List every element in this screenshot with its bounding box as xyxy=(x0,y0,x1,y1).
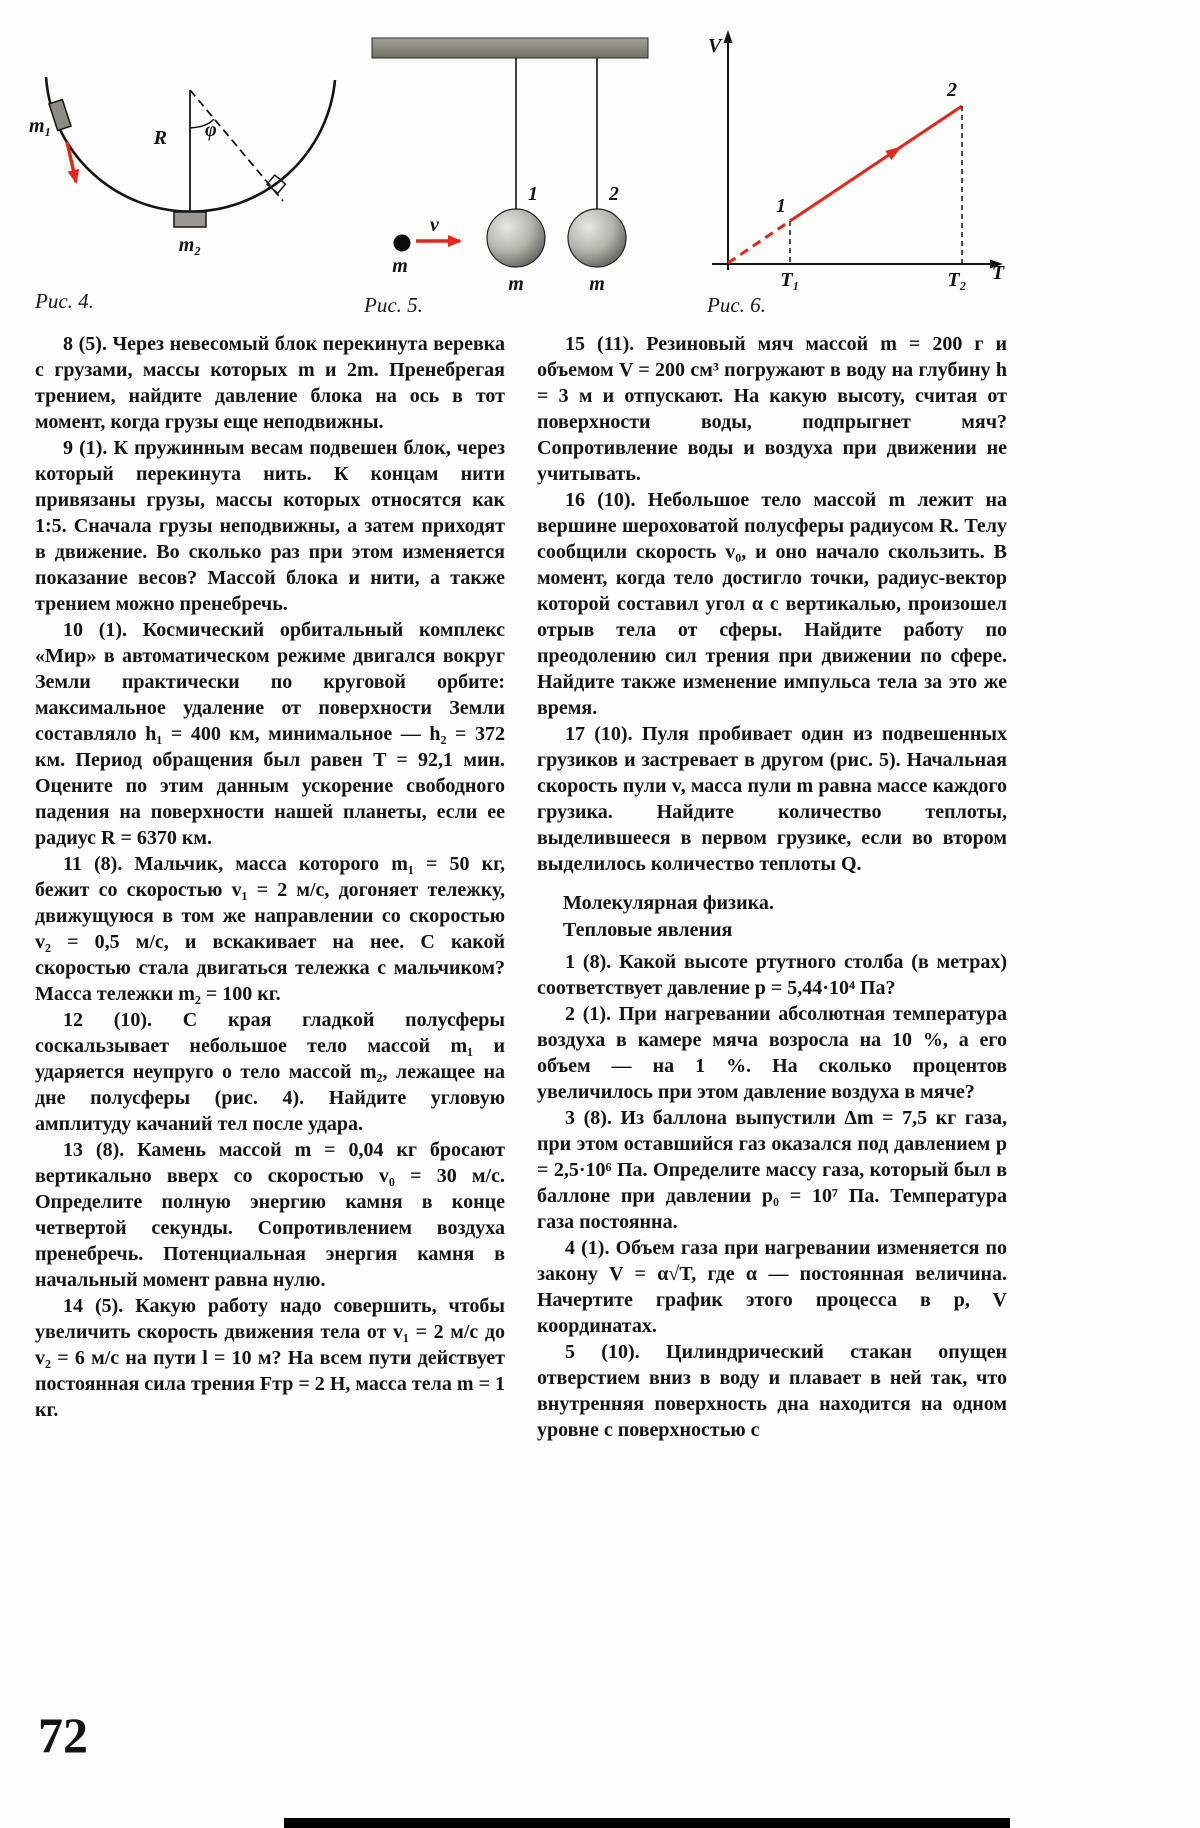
pendulum-ball-1 xyxy=(487,209,545,267)
problem-number: 11 (8). xyxy=(63,853,123,875)
label-t1: T₁ xyxy=(780,269,800,291)
label-ball2-number: 2 xyxy=(609,183,619,205)
problem-text: С края гладкой полусферы соскальзывает небольшое тело массой m₁ и ударяется неупруго о тело массой m₂, лежащее на дне полусферы (рис. 4). Найдите угловую амплитуду качаний тел после удара. xyxy=(35,1009,506,1135)
label-bullet-mass: m xyxy=(392,255,408,277)
problem-text: Какой высоте ртутного столба (в метрах) соответствует давление p = 5,44·10⁴ Па? xyxy=(537,951,1008,999)
problem-number: 16 (10). xyxy=(565,489,636,511)
problem-text: При нагревании абсолютная температура воздуха в камере мяча возросла на 10 %, а его объем — на 1 %. На сколько процентов увеличилось при этом давление воздуха в мяче? xyxy=(537,1003,1008,1103)
problem-number: 9 (1). xyxy=(63,437,108,459)
page-number: 72 xyxy=(38,1707,88,1763)
label-ball2-mass: m xyxy=(589,273,605,295)
problem-text: Цилиндрический стакан опущен отверстием вниз в воду и плавает в ней так, что внутренняя поверхность дна находится на одном уровне с поверхностью с xyxy=(537,1341,1007,1441)
problem-8 xyxy=(35,331,505,435)
dashed-radius xyxy=(190,90,283,201)
problem-number: 13 (8). xyxy=(63,1139,125,1161)
problem-text: Через невесомый блок перекинута веревка с грузами, массы которых m и 2m. Пренебрегая трением, найдите давление блока на ось в тот момент, когда грузы еще неподвижны. xyxy=(35,333,505,433)
label-velocity: v xyxy=(430,214,439,236)
problem-text: Объем газа при нагревании изменяется по закону V = α√T, где α — постоянная величина. Начертите график этого процесса в p, V координатах. xyxy=(537,1237,1008,1337)
problem-number: 1 (8). xyxy=(565,951,612,973)
problem-mol-3 xyxy=(537,1105,1007,1235)
problem-text: Резиновый мяч массой m = 200 г и объемом V = 200 см³ погружают в воду на глубину h = 3 м и отпускают. На какую высоту, считая от поверхности воды, подпрыгнет мяч? Сопротивление воды и воздуха при движении не учитывать. xyxy=(537,333,1007,485)
problem-text: Небольшое тело массой m лежит на вершине шероховатой полусферы радиусом R. Телу сообщили скорость v₀, и оно начало скользить. В момент, когда тело достигло точки, радиус-вектор которой составил угол α с вертикалью, произошел отрыв тела от сферы. Найдите работу по преодолению сил трения при движении по сфере. Найдите также изменение импульса тела за это же время. xyxy=(537,489,1008,719)
problem-number: 3 (8). xyxy=(565,1107,612,1129)
problem-10 xyxy=(35,617,505,851)
label-t-axis: T xyxy=(991,262,1005,284)
problem-12 xyxy=(35,1007,505,1137)
bullet xyxy=(394,235,411,252)
pendulum-ball-2 xyxy=(568,209,626,267)
label-R: R xyxy=(153,127,167,149)
label-point2: 2 xyxy=(947,79,957,101)
figure-5-pendulums-diagram xyxy=(358,28,658,296)
problem-number: 12 (10). xyxy=(63,1009,153,1031)
label-phi: φ xyxy=(205,119,217,141)
problem-mol-1 xyxy=(537,949,1007,1001)
figure-4-hemisphere-diagram xyxy=(15,20,355,282)
label-v-axis: V xyxy=(708,35,722,57)
figure-5-caption: Рис. 5. xyxy=(364,293,423,317)
section-heading-line1: Молекулярная физика. xyxy=(563,892,774,914)
problem-13 xyxy=(35,1137,505,1293)
label-ball1-mass: m xyxy=(508,273,524,295)
ceiling-bar xyxy=(372,38,648,58)
block-m2 xyxy=(174,212,206,227)
problem-16 xyxy=(537,487,1007,721)
problem-text: Мальчик, масса которого m₁ = 50 кг, бежит со скоростью v₁ = 2 м/с, догоняет тележку, движущуюся в том же направлении со скоростью v₂ = 0,5 м/с, и вскакивает на нее. С какой скоростью стала двигаться тележка с мальчиком? Масса тележки m₂ = 100 кг. xyxy=(35,853,505,1005)
problem-mol-5 xyxy=(537,1339,1007,1443)
problem-11 xyxy=(35,851,505,1007)
problem-15 xyxy=(537,331,1007,487)
v-axis-arrowhead xyxy=(724,30,733,43)
bottom-scan-bar xyxy=(284,1818,1010,1828)
label-t2: T₂ xyxy=(947,269,967,291)
problem-mol-2 xyxy=(537,1001,1007,1105)
problem-text: К пружинным весам подвешен блок, через который перекинута нить. К концам нити привязаны грузы, массы которых относятся как 1:5. Сначала грузы неподвижны, а затем приходят в движение. Во сколько раз при этом изменяется показание весов? Массой блока и нити, а также трением можно пренебречь. xyxy=(35,437,505,615)
problem-text: Пуля пробивает один из подвешенных грузиков и застревает в другом (рис. 5). Начальная скорость пули v, масса пули m равна массе каждого грузика. Найдите количество теплоты, выделившееся в первом грузике, если во втором выделилось количество теплоты Q. xyxy=(537,723,1007,875)
problem-number: 10 (1). xyxy=(63,619,128,641)
figure-4-caption: Рис. 4. xyxy=(35,289,94,313)
problem-14 xyxy=(35,1293,505,1423)
problem-text: Космический орбитальный комплекс «Мир» в автоматическом режиме двигался вокруг Земли практически по круговой орбите: максимальное удаление от поверхности Земли составляло h₁ = 400 км, минимальное — h₂ = 372 км. Период обращения был равен T = 92,1 мин. Оцените по этим данным ускорение свободного падения на поверхности нашей планеты, если ее радиус R = 6370 км. xyxy=(35,619,505,849)
label-ball1-number: 1 xyxy=(528,183,538,205)
section-heading-line2: Тепловые явления xyxy=(563,919,733,941)
process-line-dashed xyxy=(728,221,790,263)
problem-text: Камень массой m = 0,04 кг бросают вертикально вверх со скоростью v₀ = 30 м/с. Определите полную энергию камня в конце четвертой секунды. Сопротивлением воздуха пренебречь. Потенциальная энергия камня в начальный момент равна нулю. xyxy=(35,1139,505,1291)
block-m1 xyxy=(49,100,71,131)
figure-6-caption: Рис. 6. xyxy=(707,293,766,317)
problem-9 xyxy=(35,435,505,617)
problem-number: 17 (10). xyxy=(565,723,633,745)
problem-number: 8 (5). xyxy=(63,333,107,355)
label-point1: 1 xyxy=(776,195,786,217)
right-column xyxy=(537,331,1007,1443)
problem-text: Какую работу надо совершить, чтобы увеличить скорость движения тела от v₁ = 2 м/с до v₂ = 6 м/с на пути l = 10 м? На всем пути действует постоянная сила трения Fтр = 2 Н, масса тела m = 1 кг. xyxy=(35,1295,505,1421)
problem-number: 5 (10). xyxy=(565,1341,640,1363)
problem-text: Из баллона выпустили Δm = 7,5 кг газа, при этом оставшийся газ оказался под давлением p = 2,5·10⁶ Па. Определите массу газа, который был в баллоне при давлении p₀ = 10⁷ Па. Температура газа постоянна. xyxy=(537,1107,1007,1233)
problem-number: 4 (1). xyxy=(565,1237,610,1259)
text-columns xyxy=(35,331,1007,1443)
section-heading xyxy=(537,890,1007,944)
label-m2: m₂ xyxy=(178,234,202,256)
problem-number: 14 (5). xyxy=(63,1295,124,1317)
problem-mol-4 xyxy=(537,1235,1007,1339)
figure-6-vt-graph xyxy=(690,20,1020,295)
problem-number: 2 (1). xyxy=(565,1003,612,1025)
label-m1: m₁ xyxy=(29,115,52,137)
problem-number: 15 (11). xyxy=(565,333,635,355)
problem-17 xyxy=(537,721,1007,877)
process-line-solid xyxy=(790,106,962,221)
left-column xyxy=(35,331,505,1443)
